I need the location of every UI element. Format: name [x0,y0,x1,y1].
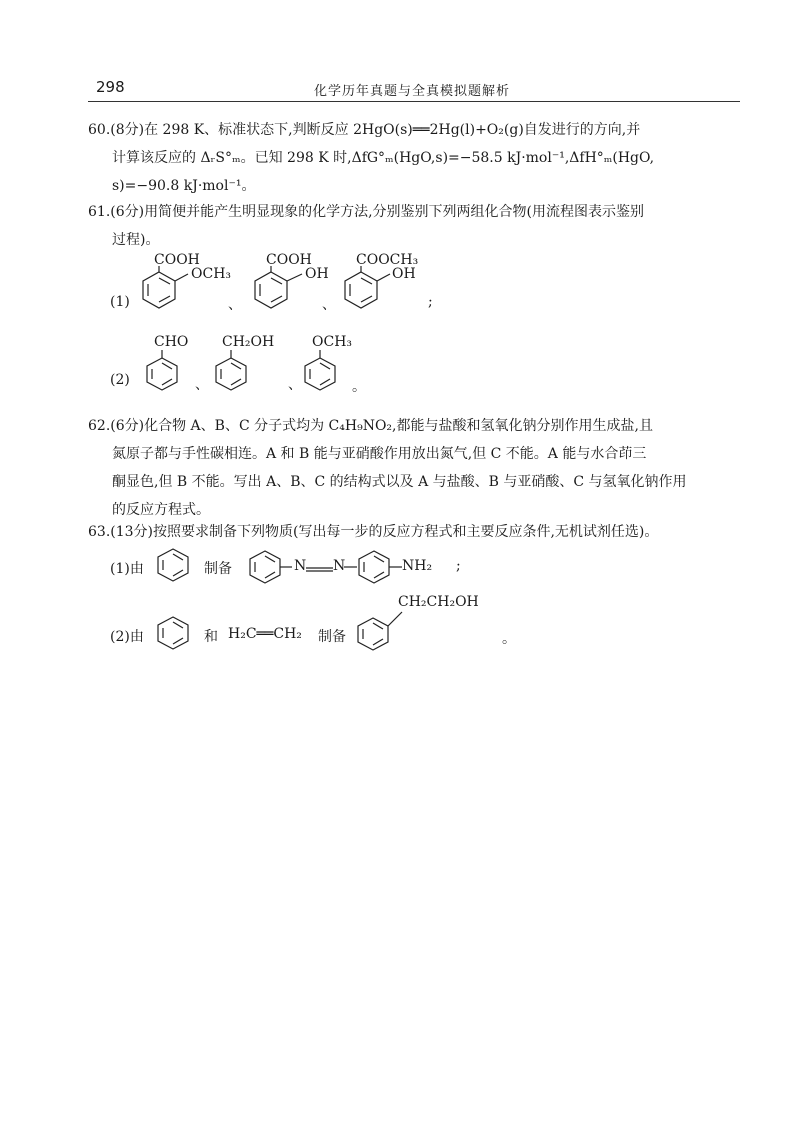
s4-cho-label: CHO [154,334,189,350]
q61-group1-end: ; [428,294,433,310]
azo-n-2: N [333,558,346,574]
q60-line-1: 60.(8分)在 298 K、标准状态下,判断反应 2HgO(s)══2Hg(l)+O₂(g)自发进行的方向,并 [88,122,641,138]
q61-separator-1: 、 [228,297,242,313]
s3-cooch3-label: COOCH₃ [356,252,419,268]
q63-part2-end: 。 [502,631,516,647]
benzene-ring-start-1 [156,547,196,591]
q61-line-1: 61.(6分)用简便并能产生明显现象的化学方法,分别鉴别下列两组化合物(用流程图表示鉴别 [88,204,645,220]
benzene-ring-structure-1 [140,270,200,330]
q63-part2-make: 制备 [318,629,346,645]
q63-part2-label: (2)由 [110,629,144,645]
q62-line-4: 的反应方程式。 [112,502,210,518]
product-ch2ch2oh-label: CH₂CH₂OH [398,594,479,610]
q63-part1-label: (1)由 [110,561,144,577]
azo-n-1: N [294,558,307,574]
header-rule [88,101,740,102]
q60-line-2: 计算该反应的 ΔᵣS°ₘ。已知 298 K 时,ΔfG°ₘ(HgO,s)=−58.5 kJ·mol⁻¹,ΔfH°ₘ(HgO, [112,150,655,166]
q61-separator-3: 、 [195,377,209,393]
benzene-ring-structure-6 [303,356,353,406]
nh2-label: NH₂ [402,558,433,574]
s2-oh-label: OH [305,266,329,282]
s1-och3-label: OCH₃ [191,266,232,282]
q61-group2-label: (2) [110,372,130,388]
q60-line-3: s)=−90.8 kJ·mol⁻¹。 [112,178,256,194]
question-62 [88,412,748,524]
question-60 [88,116,748,200]
page-number: 298 [96,78,125,96]
s2-cooh-label: COOH [266,252,312,268]
azo-double-bond [305,566,335,574]
book-title: 化学历年真题与全真模拟题解析 [314,84,511,99]
ethylene-formula: H₂C══CH₂ [228,626,302,642]
q61-group2-end: 。 [352,379,366,395]
benzene-ring-structure-4 [145,356,195,406]
q61-group1-label: (1) [110,294,130,310]
q62-line-2: 氮原子都与手性碳相连。A 和 B 能与亚硝酸作用放出氮气,但 C 不能。A 能与水合茚三 [112,446,647,462]
benzene-ring-structure-5 [214,356,264,406]
q63-part1-make: 制备 [204,561,232,577]
s6-och3-label: OCH₃ [312,334,353,350]
question-61 [88,198,748,254]
benzene-ring-structure-2 [252,270,312,330]
q62-line-3: 酮显色,但 B 不能。写出 A、B、C 的结构式以及 A 与盐酸、B 与亚硝酸、C 与氢氧化钠作用 [112,474,687,490]
q61-separator-4: 、 [288,377,302,393]
s5-ch2oh-label: CH₂OH [222,334,275,350]
benzene-ring-structure-3 [342,270,402,330]
q63-part1-end: ; [456,558,461,574]
q61-line-2: 过程)。 [112,232,160,248]
q63-line-1: 63.(13分)按照要求制备下列物质(写出每一步的反应方程式和主要反应条件,无机试剂任选)。 [88,524,659,540]
q63-part2-and: 和 [204,629,218,645]
question-63 [88,518,748,546]
q61-separator-2: 、 [322,297,336,313]
benzene-ring-product [356,616,412,660]
page-header [88,78,740,102]
s1-cooh-label: COOH [154,252,200,268]
q62-line-1: 62.(6分)化合物 A、B、C 分子式均为 C₄H₉NO₂,都能与盐酸和氢氧化钠分别作用生成盐,且 [88,418,653,434]
benzene-ring-start-2 [156,615,196,659]
benzene-ring-azo-left [248,549,298,589]
s3-oh-label: OH [392,266,416,282]
